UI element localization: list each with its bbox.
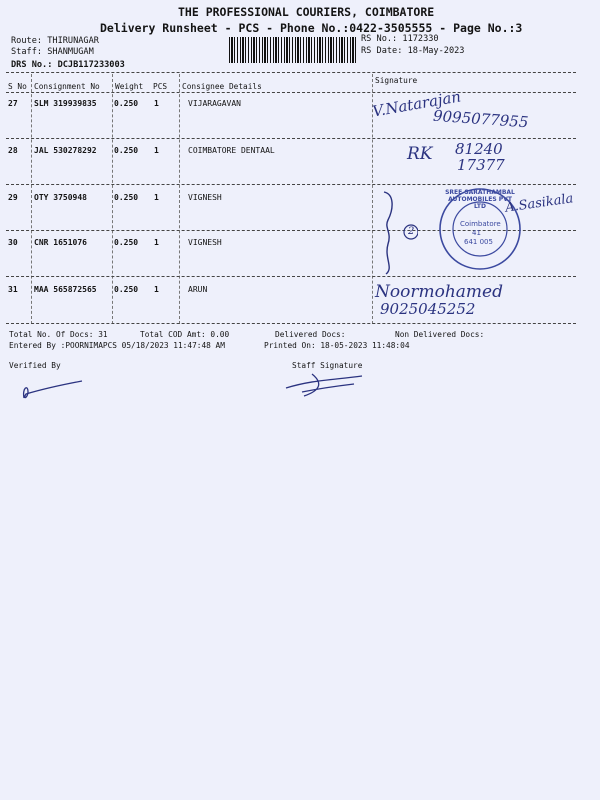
row-sno: 31 — [8, 285, 18, 294]
verified-by-label: Verified By — [9, 361, 61, 370]
row-pcs: 1 — [154, 238, 159, 247]
rs-date: RS Date: 18-May-2023 — [361, 46, 465, 56]
row-consignee: VIGNESH — [188, 238, 222, 247]
total-docs: Total No. Of Docs: 31 — [9, 330, 108, 339]
col-consignment: Consignment No — [34, 82, 100, 91]
signature-handwritten: Noormohamed — [375, 282, 503, 302]
column-separator — [179, 74, 180, 324]
stamp-pincode: 641 005 — [464, 238, 493, 246]
delivered-docs: Delivered Docs: — [275, 330, 346, 339]
rs-number: RS No.: 1172330 — [361, 34, 439, 44]
route-label: Route: THIRUNAGAR — [11, 36, 99, 46]
row-sno: 27 — [8, 99, 18, 108]
row-consignment: OTY 3750948 — [34, 193, 87, 202]
stamp-city: Coimbatore — [460, 220, 501, 228]
phone-handwritten: 9095077955 — [432, 106, 529, 132]
row-consignment: JAL 530278292 — [34, 146, 97, 155]
col-weight: Weight — [115, 82, 144, 91]
column-separator — [112, 74, 113, 324]
signature-handwritten: V.Natarajan — [371, 87, 463, 121]
entered-by: Entered By :POORNIMAPCS 05/18/2023 11:47:48 AM — [9, 341, 225, 350]
row-weight: 0.250 — [114, 193, 139, 202]
row-pcs: 1 — [154, 146, 159, 155]
stamp-line: 41 — [472, 229, 481, 237]
row-pcs: 1 — [154, 285, 159, 294]
row-sno: 28 — [8, 146, 18, 155]
divider — [6, 323, 576, 324]
mark-handwritten: 2 — [408, 226, 415, 237]
row-weight: 0.250 — [114, 238, 139, 247]
row-consignee: VIJARAGAVAN — [188, 99, 241, 108]
printed-on: Printed On: 18-05-2023 11:48:04 — [264, 341, 410, 350]
total-cod: Total COD Amt: 0.00 — [140, 330, 230, 339]
staff-signature-label: Staff Signature — [292, 361, 363, 370]
row-consignment: CNR 1651076 — [34, 238, 87, 247]
row-consignment: MAA 565872565 — [34, 285, 97, 294]
signature-handwritten: RK — [407, 144, 433, 164]
col-sno: S No — [8, 82, 27, 91]
row-pcs: 1 — [154, 193, 159, 202]
phone-handwritten: 9025045252 — [380, 300, 476, 318]
divider — [6, 276, 576, 277]
staff-label: Staff: SHANMUGAM — [11, 47, 94, 57]
row-sno: 30 — [8, 238, 18, 247]
staff-signature — [282, 370, 372, 400]
runsheet-subtitle: Delivery Runsheet - PCS - Phone No.:0422-3505555 - Page No.:3 — [100, 21, 523, 35]
stamp-outer-text: SREE SARATHAMBAL AUTOMOBILES PVT LTD — [445, 189, 515, 210]
divider — [6, 184, 576, 185]
non-delivered-docs: Non Delivered Docs: — [395, 330, 485, 339]
row-weight: 0.250 — [114, 99, 139, 108]
row-sno: 29 — [8, 193, 18, 202]
col-consignee: Consignee Details — [182, 82, 262, 91]
row-consignee: COIMBATORE DENTAAL — [188, 146, 275, 155]
number-handwritten: 81240 — [455, 140, 503, 158]
row-consignee: VIGNESH — [188, 193, 222, 202]
column-separator — [31, 74, 32, 324]
signature-handwritten: A.Sasikala — [504, 191, 575, 216]
row-pcs: 1 — [154, 99, 159, 108]
row-consignee: ARUN — [188, 285, 208, 294]
divider — [6, 72, 576, 73]
row-weight: 0.250 — [114, 146, 139, 155]
company-title: THE PROFESSIONAL COURIERS, COIMBATORE — [178, 5, 435, 19]
number-handwritten: 17377 — [457, 156, 505, 174]
barcode-image — [229, 37, 357, 63]
col-signature: Signature — [375, 76, 418, 85]
col-pcs: PCS — [153, 82, 168, 91]
row-consignment: SLM 319939835 — [34, 99, 97, 108]
drs-number: DRS No.: DCJB117233003 — [11, 60, 125, 70]
row-weight: 0.250 — [114, 285, 139, 294]
divider — [6, 92, 576, 93]
divider — [6, 138, 576, 139]
verified-signature — [16, 378, 86, 404]
